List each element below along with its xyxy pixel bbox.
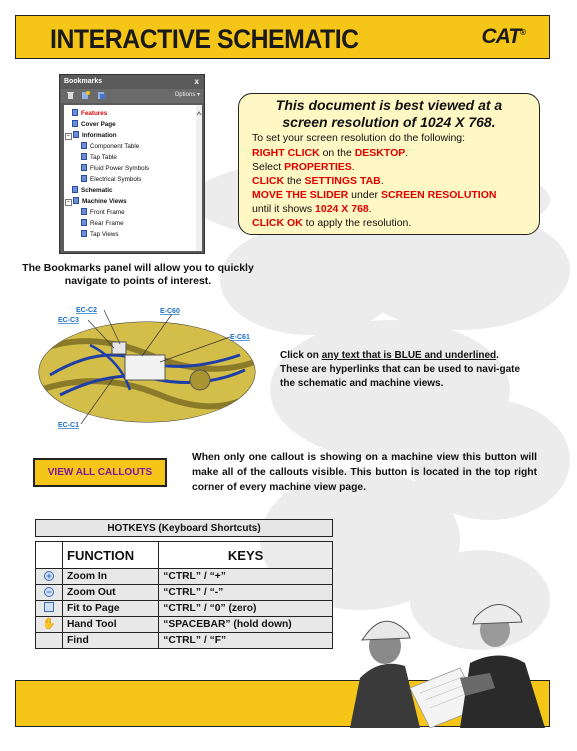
- bookmark-icon: [81, 142, 87, 149]
- fit-page-icon: [44, 602, 54, 612]
- function-cell: Fit to Page: [63, 601, 159, 617]
- collapse-icon[interactable]: −: [65, 133, 72, 140]
- function-cell: Zoom In: [63, 569, 159, 585]
- bookmark-electrical-symbols[interactable]: Electrical Symbols: [81, 175, 141, 184]
- keys-cell: “SPACEBAR” (hold down): [159, 617, 333, 633]
- bookmark-rear-frame[interactable]: Rear Frame: [81, 219, 124, 228]
- callout-e-c61[interactable]: E-C61: [230, 334, 250, 341]
- hyperlink-note: Click on any text that is BLUE and underlined. These are hyperlinks that can be used to navi-gate the schematic and machine views.: [280, 350, 521, 389]
- bookmark-icon: [81, 164, 87, 171]
- table-header-row: [36, 542, 333, 569]
- resolution-intro: To set your screen resolution do the following:: [252, 132, 466, 144]
- keys-cell: “CTRL” / “0” (zero): [159, 601, 333, 617]
- bookmark-icon: [81, 208, 87, 215]
- hyperlink-example: any text that is BLUE and underlined: [321, 350, 497, 361]
- resolution-heading: This document is best viewed at a screen resolution of 1024 X 768.: [275, 97, 503, 130]
- bookmark-icon: [72, 109, 78, 116]
- callout-ec-c2[interactable]: EC-C2: [76, 307, 98, 314]
- bookmark-options-icon[interactable]: [97, 91, 106, 100]
- bookmark-icon: [81, 230, 87, 237]
- scrollbar[interactable]: [196, 105, 202, 251]
- page-title: INTERACTIVE SCHEMATIC: [50, 24, 359, 54]
- bookmark-tap-views[interactable]: Tap Views: [81, 230, 119, 239]
- bookmarks-toolbar: [61, 89, 203, 103]
- zoom-out-icon: −: [44, 587, 54, 597]
- bookmark-cover-page[interactable]: Cover Page: [72, 120, 116, 129]
- view-all-callouts-description: When only one callout is showing on a machine view this button will make all of the callouts visible. This button is located in the top right corner of every machine view page.: [192, 452, 537, 493]
- callout-ec-c1[interactable]: EC-C1: [58, 422, 80, 429]
- callout-e-c60[interactable]: E-C60: [160, 308, 180, 315]
- table-row: [36, 617, 333, 633]
- bookmarks-list: [64, 105, 202, 251]
- keys-cell: “CTRL” / “-”: [159, 585, 333, 601]
- hotkeys-table: [35, 541, 333, 649]
- new-bookmark-icon[interactable]: [81, 91, 90, 100]
- resolution-step-1: RIGHT CLICK on the DESKTOP.: [252, 147, 409, 159]
- bookmark-fluid-power-symbols[interactable]: Fluid Power Symbols: [81, 164, 149, 173]
- function-column-header: FUNCTION: [63, 542, 159, 569]
- bookmark-icon: [72, 120, 78, 127]
- close-icon[interactable]: x: [194, 77, 199, 86]
- callout-ec-c3[interactable]: EC-C3: [58, 317, 80, 324]
- keys-cell: “CTRL” / “+”: [159, 569, 333, 585]
- icon-column-header: [36, 542, 63, 569]
- hotkeys-title-box: [35, 519, 333, 537]
- resolution-step-4: MOVE THE SLIDER under SCREEN RESOLUTION: [252, 189, 497, 201]
- function-cell: Zoom Out: [63, 585, 159, 601]
- keys-column-header: KEYS: [159, 542, 333, 569]
- bookmarks-caption: The Bookmarks panel will allow you to quickly navigate to points of interest.: [22, 262, 254, 287]
- table-row: [36, 633, 333, 649]
- bookmark-icon: [81, 219, 87, 226]
- resolution-step-5: until it shows 1024 X 768.: [252, 203, 372, 215]
- hotkeys-title: HOTKEYS (Keyboard Shortcuts): [107, 523, 261, 534]
- header-bar: [15, 15, 550, 59]
- trash-icon[interactable]: [66, 91, 75, 100]
- bookmark-icon: [81, 175, 87, 182]
- bookmark-schematic[interactable]: Schematic: [72, 186, 113, 195]
- function-cell: Find: [63, 633, 159, 649]
- bookmark-icon: [81, 153, 87, 160]
- options-menu[interactable]: Options ▾: [174, 92, 200, 98]
- bookmark-component-table[interactable]: Component Table: [81, 142, 139, 151]
- workers-photo: [340, 578, 550, 728]
- bookmarks-panel-title: Bookmarks: [64, 78, 103, 85]
- resolution-notice: [238, 93, 540, 235]
- resolution-step-6: CLICK OK to apply the resolution.: [252, 217, 412, 229]
- view-all-callouts-label: VIEW ALL CALLOUTS: [47, 467, 153, 478]
- bookmark-icon: [73, 131, 79, 138]
- zoom-in-icon: +: [44, 571, 54, 581]
- bookmark-front-frame[interactable]: Front Frame: [81, 208, 125, 217]
- machine-view-illustration: [30, 300, 265, 430]
- view-all-callouts-button[interactable]: [33, 458, 167, 487]
- bookmark-icon: [72, 186, 78, 193]
- table-row: [36, 569, 333, 585]
- bookmark-machine-views[interactable]: − Machine Views: [65, 197, 127, 206]
- resolution-step-3: CLICK the SETTINGS TAB.: [252, 175, 384, 187]
- keys-cell: “CTRL” / “F”: [159, 633, 333, 649]
- resolution-step-2: Select PROPERTIES.: [252, 161, 355, 173]
- table-row: [36, 601, 333, 617]
- bookmark-features[interactable]: Features: [72, 109, 107, 118]
- bookmark-information[interactable]: − Information: [65, 131, 117, 140]
- hand-tool-icon: ✋: [42, 618, 56, 630]
- cat-logo: CAT®: [481, 25, 525, 48]
- bookmark-icon: [73, 197, 79, 204]
- collapse-icon[interactable]: −: [65, 199, 72, 206]
- function-cell: Hand Tool: [63, 617, 159, 633]
- bookmarks-panel: [59, 74, 205, 254]
- bookmark-tap-table[interactable]: Tap Table: [81, 153, 117, 162]
- table-row: [36, 585, 333, 601]
